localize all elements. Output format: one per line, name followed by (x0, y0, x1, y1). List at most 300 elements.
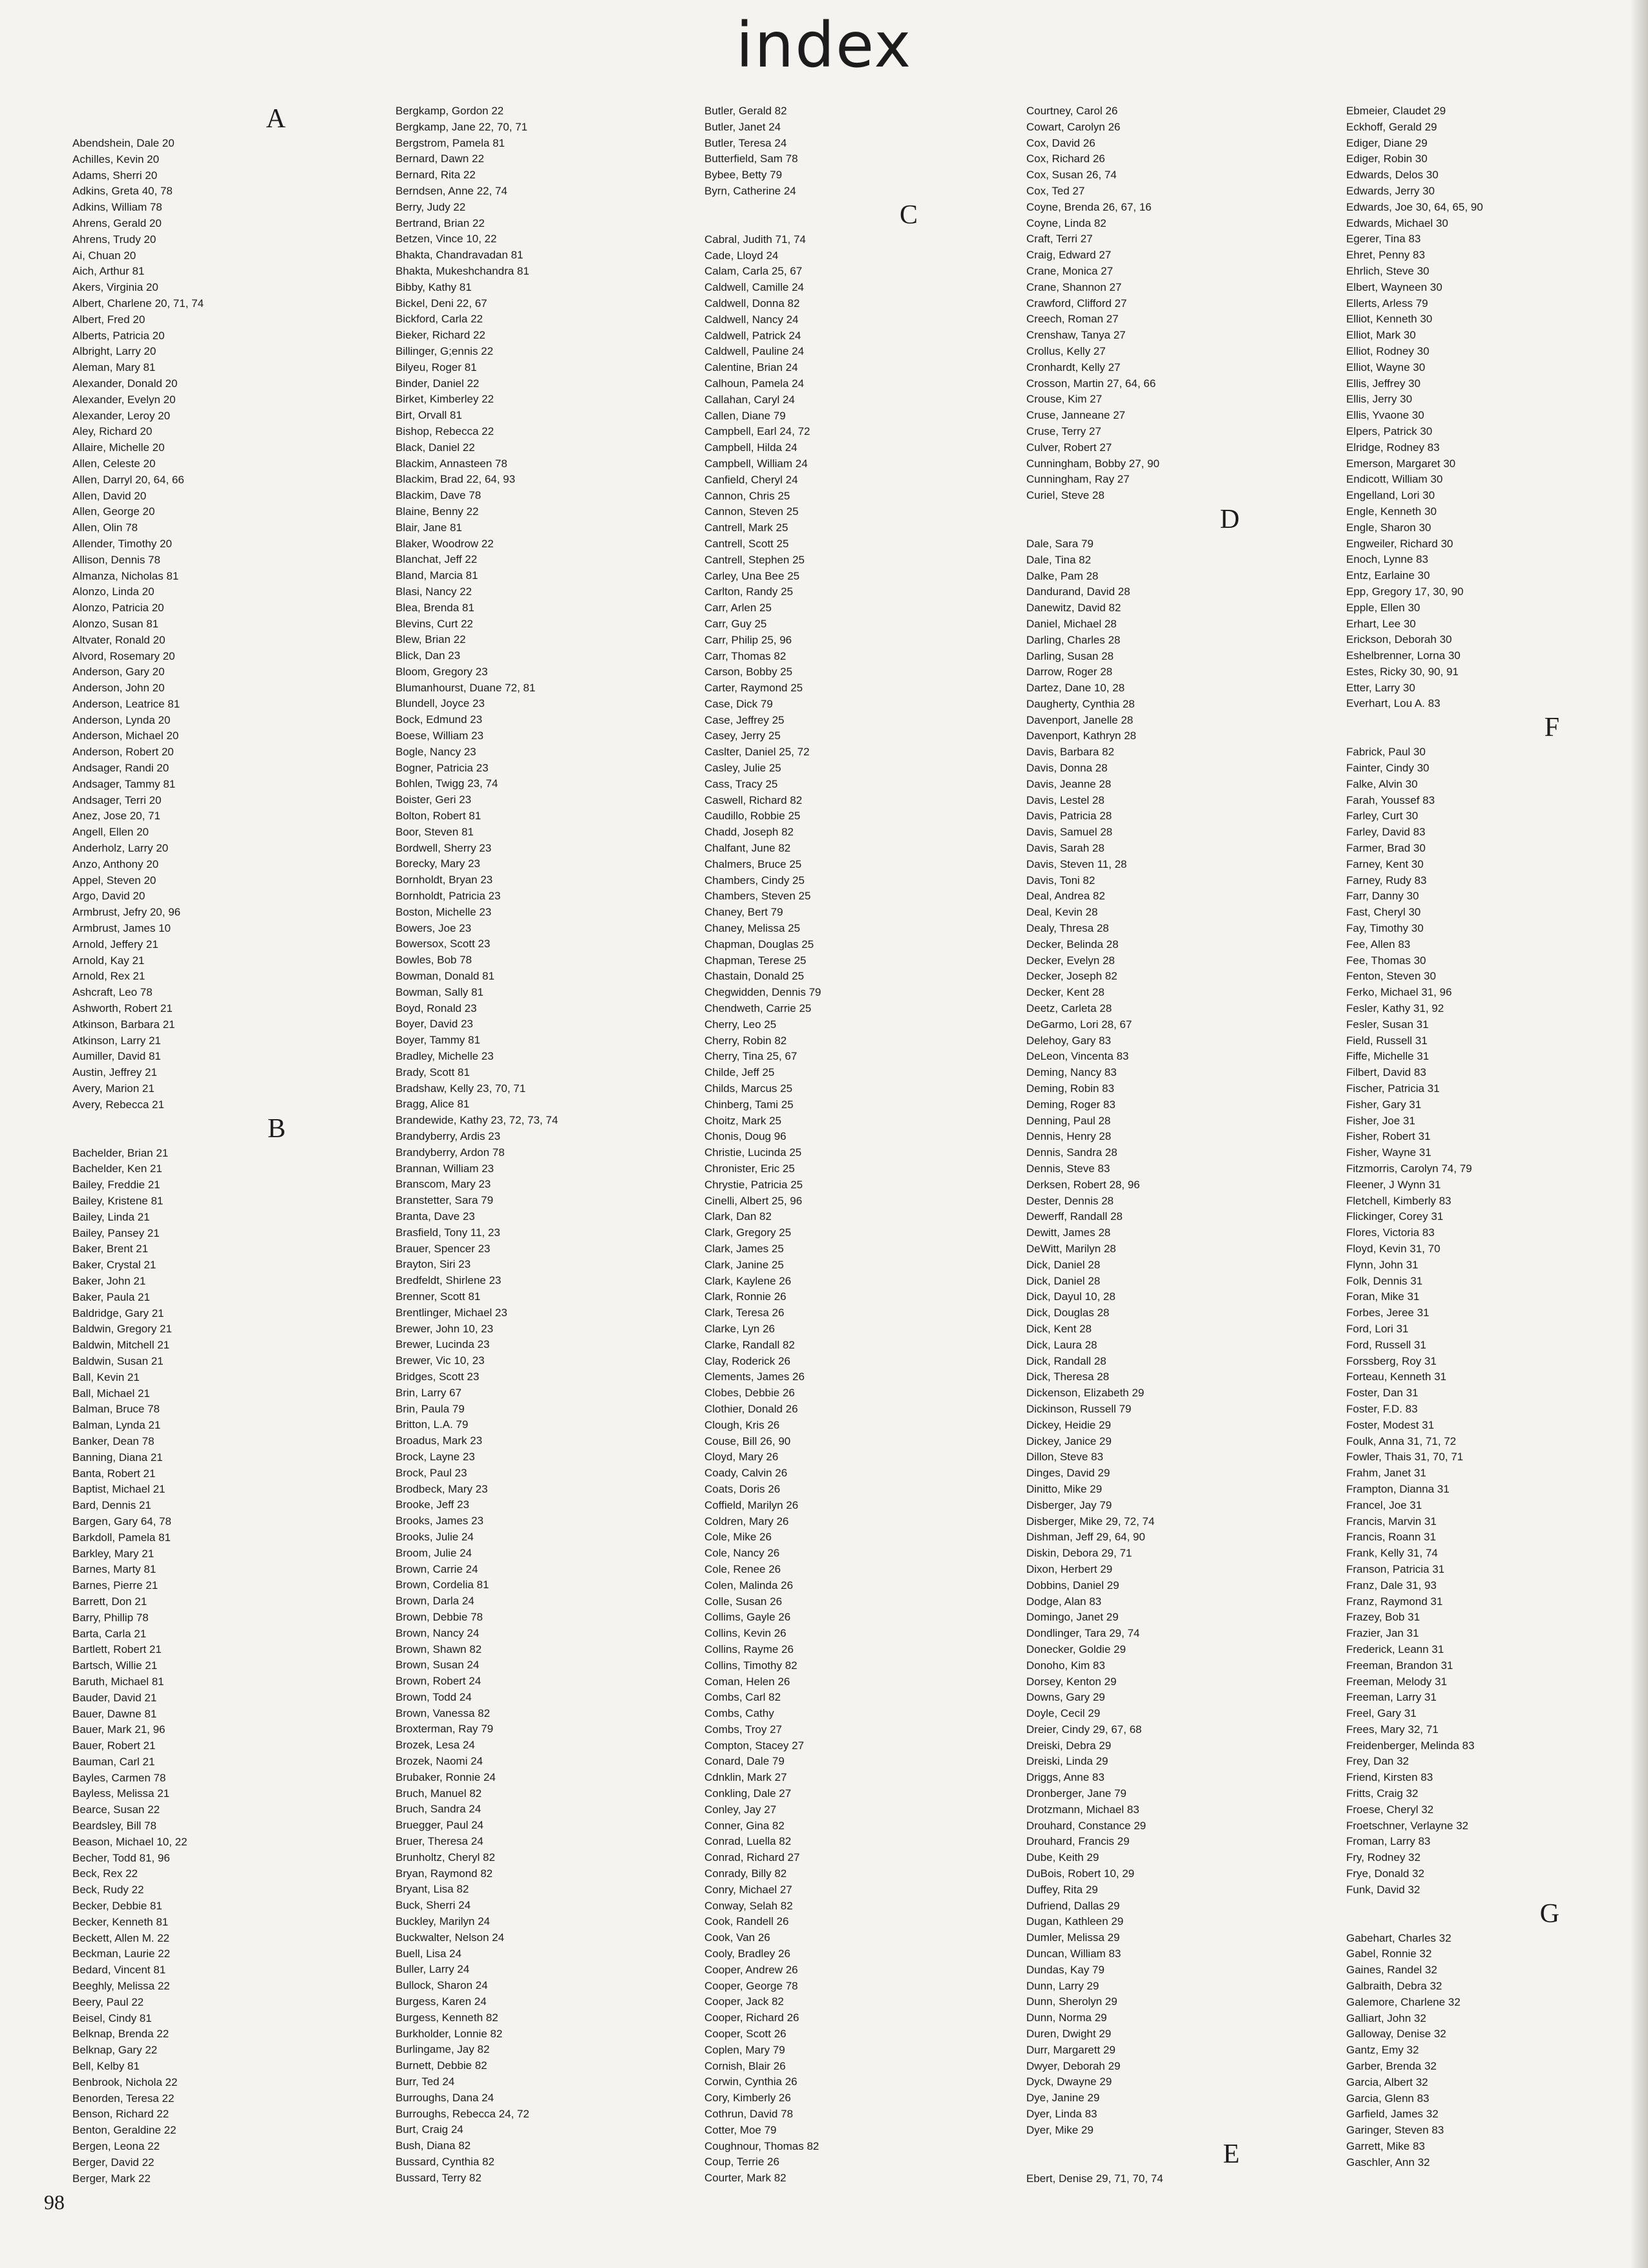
index-entry: Galliart, John 32 (1346, 2011, 1426, 2024)
index-entry: Dishman, Jeff 29, 64, 90 (1026, 1531, 1145, 1544)
index-entry: Blackim, Brad 22, 64, 93 (396, 473, 516, 486)
index-entry: Borecky, Mary 23 (396, 857, 481, 870)
index-entry: Conrad, Luella 82 (704, 1835, 792, 1848)
index-entry: Beck, Rex 22 (72, 1867, 138, 1880)
index-entry: Disberger, Mike 29, 72, 74 (1026, 1515, 1155, 1528)
index-entry: Dick, Kent 28 (1026, 1322, 1092, 1335)
index-entry: Alonzo, Patricia 20 (72, 602, 164, 614)
index-entry: Dewerff, Randall 28 (1026, 1210, 1123, 1223)
index-entry: Dyck, Dwayne 29 (1026, 2075, 1112, 2088)
index-entry: Barry, Phillip 78 (72, 1611, 149, 1624)
index-entry: Abendshein, Dale 20 (72, 137, 174, 149)
index-entry: Daugherty, Cynthia 28 (1026, 697, 1135, 710)
index-entry: Bibby, Kathy 81 (396, 280, 472, 293)
index-entry: Chinberg, Tami 25 (704, 1098, 794, 1111)
index-entry: Bard, Dennis 21 (72, 1499, 151, 1512)
index-entry: Darling, Susan 28 (1026, 649, 1114, 662)
index-entry: Dennis, Henry 28 (1026, 1130, 1112, 1143)
index-entry: Anzo, Anthony 20 (72, 857, 159, 870)
index-entry: Farney, Kent 30 (1346, 857, 1424, 870)
index-entry: Bowman, Donald 81 (396, 970, 495, 983)
index-entry: Dufriend, Dallas 29 (1026, 1899, 1120, 1912)
index-entry: Cory, Kimberly 26 (704, 2092, 791, 2105)
index-entry: Engelland, Lori 30 (1346, 489, 1435, 502)
index-entry: Caswell, Richard 82 (704, 793, 803, 806)
index-entry: Darrow, Roger 28 (1026, 666, 1113, 678)
index-entry: Gaschler, Ann 32 (1346, 2156, 1430, 2168)
index-entry: Dreier, Cindy 29, 67, 68 (1026, 1723, 1142, 1736)
index-entry: Chapman, Terese 25 (704, 954, 807, 967)
index-entry: Andsager, Randi 20 (72, 762, 169, 775)
index-entry: Conner, Gina 82 (704, 1819, 785, 1832)
index-entry: Courtney, Carol 26 (1026, 105, 1118, 117)
index-entry: Armbrust, Jefry 20, 96 (72, 906, 181, 919)
index-entry: Clements, James 26 (704, 1370, 805, 1383)
index-entry: Beckett, Allen M. 22 (72, 1931, 170, 1944)
index-entry: Berndsen, Anne 22, 74 (396, 184, 507, 197)
index-entry: Atkinson, Barbara 21 (72, 1018, 175, 1031)
index-entry: Argo, David 20 (72, 890, 145, 903)
index-entry: Bhakta, Mukeshchandra 81 (396, 264, 529, 277)
index-entry: Flynn, John 31 (1346, 1258, 1419, 1271)
index-entry: Anderson, Gary 20 (72, 666, 165, 678)
index-entry: Eckhoff, Gerald 29 (1346, 120, 1437, 133)
page-number: 98 (44, 2190, 65, 2214)
index-entry: Garcia, Albert 32 (1346, 2075, 1428, 2088)
index-entry: Carr, Thomas 82 (704, 649, 787, 662)
index-entry: Branstetter, Sara 79 (396, 1194, 494, 1207)
index-entry: Allen, George 20 (72, 505, 155, 518)
index-entry: Belknap, Brenda 22 (72, 2028, 169, 2041)
index-entry: Bussard, Terry 82 (396, 2171, 481, 2184)
index-entry: Brannan, William 23 (396, 1162, 494, 1175)
index-entry: Brooks, James 23 (396, 1515, 484, 1528)
index-entry: Eshelbrenner, Lorna 30 (1346, 649, 1461, 662)
index-entry: Cannon, Chris 25 (704, 489, 790, 502)
index-entry: Dale, Tina 82 (1026, 553, 1092, 566)
index-entry: Galloway, Denise 32 (1346, 2028, 1446, 2041)
index-section (72, 106, 370, 1113)
index-entry: Fee, Allen 83 (1346, 938, 1411, 950)
index-entry: Anderson, John 20 (72, 682, 165, 695)
index-entry: Cox, Ted 27 (1026, 184, 1085, 197)
index-entry: Arnold, Jeffery 21 (72, 938, 158, 950)
index-entry: Delehoy, Gary 83 (1026, 1034, 1112, 1047)
index-entry: Avery, Marion 21 (72, 1082, 154, 1095)
index-entry: Freeman, Larry 31 (1346, 1691, 1437, 1704)
index-column-3 (704, 103, 1002, 2187)
index-entry: Coyne, Linda 82 (1026, 216, 1106, 229)
index-entry: Engweiler, Richard 30 (1346, 537, 1453, 550)
index-entry: Bloom, Gregory 23 (396, 665, 488, 678)
index-entry: Bock, Edmund 23 (396, 713, 483, 726)
index-entry: Chronister, Eric 25 (704, 1162, 795, 1175)
index-entry: Carr, Arlen 25 (704, 602, 772, 614)
index-entry: Elbert, Wayneen 30 (1346, 280, 1442, 293)
index-entry: Dyer, Linda 83 (1026, 2108, 1097, 2121)
index-entry: Brasfield, Tony 11, 23 (396, 1226, 500, 1239)
index-entry: Frampton, Dianna 31 (1346, 1482, 1450, 1495)
index-entry: Boyer, David 23 (396, 1018, 474, 1031)
index-entry: Blick, Dan 23 (396, 649, 461, 662)
index-entry: Butterfield, Sam 78 (704, 152, 798, 165)
index-entry: Domingo, Janet 29 (1026, 1611, 1119, 1624)
index-entry: Barnes, Marty 81 (72, 1563, 156, 1576)
index-entry-list (1026, 103, 1324, 504)
index-entry: Brown, Susan 24 (396, 1659, 480, 1672)
index-entry: Casey, Jerry 25 (704, 730, 781, 742)
index-entry: Flores, Victoria 83 (1346, 1226, 1435, 1239)
index-entry: Fletchell, Kimberly 83 (1346, 1194, 1452, 1207)
index-entry: Clark, Ronnie 26 (704, 1290, 787, 1303)
index-entry: Brown, Darla 24 (396, 1595, 474, 1608)
index-entry: Elliot, Rodney 30 (1346, 344, 1430, 357)
index-entry: Burnett, Debbie 82 (396, 2059, 487, 2072)
index-entry: Alexander, Donald 20 (72, 377, 178, 390)
index-entry: Broom, Julie 24 (396, 1546, 472, 1559)
index-entry: Duffey, Rita 29 (1026, 1883, 1098, 1896)
index-entry: Burroughs, Dana 24 (396, 2091, 494, 2104)
section-letter: A (266, 104, 286, 134)
index-entry: Foulk, Anna 31, 71, 72 (1346, 1434, 1457, 1447)
index-entry: Buckwalter, Nelson 24 (396, 1931, 505, 1944)
index-entry: Dick, Daniel 28 (1026, 1258, 1101, 1271)
index-entry: Baker, John 21 (72, 1274, 146, 1287)
index-entry: Deetz, Carleta 28 (1026, 1002, 1112, 1015)
index-entry: Dartez, Dane 10, 28 (1026, 682, 1125, 695)
index-entry: Buckley, Marilyn 24 (396, 1915, 491, 1928)
index-column-2 (396, 103, 693, 2187)
index-column-4 (1026, 103, 1324, 2187)
index-entry: Choitz, Mark 25 (704, 1114, 782, 1127)
index-entry: Clark, Kaylene 26 (704, 1274, 792, 1287)
index-entry: Childe, Jeff 25 (704, 1066, 775, 1079)
index-entry: Fisher, Wayne 31 (1346, 1146, 1431, 1159)
index-entry: Crosson, Martin 27, 64, 66 (1026, 377, 1156, 390)
index-entry: Bilyeu, Roger 81 (396, 361, 477, 373)
index-entry: Dillon, Steve 83 (1026, 1451, 1104, 1464)
index-entry: Childs, Marcus 25 (704, 1082, 793, 1095)
index-entry: Dinges, David 29 (1026, 1467, 1110, 1480)
index-entry: Beeghly, Melissa 22 (72, 1980, 170, 1993)
index-entry: Blair, Jane 81 (396, 521, 463, 534)
index-entry: Ebmeier, Claudet 29 (1346, 105, 1446, 117)
index-entry: Friend, Kirsten 83 (1346, 1771, 1433, 1784)
index-entry: Chadd, Joseph 82 (704, 826, 794, 839)
index-entry: Fritts, Craig 32 (1346, 1787, 1419, 1800)
index-entry: Farney, Rudy 83 (1346, 874, 1427, 887)
index-entry: Bergen, Leona 22 (72, 2140, 160, 2153)
index-entry: Flickinger, Corey 31 (1346, 1210, 1444, 1223)
index-entry: Beisel, Cindy 81 (72, 2011, 152, 2024)
index-entry: Cooper, Scott 26 (704, 2028, 787, 2041)
index-entry: Blaine, Benny 22 (396, 505, 479, 518)
index-entry: Estes, Ricky 30, 90, 91 (1346, 665, 1459, 678)
index-entry: Branta, Dave 23 (396, 1210, 475, 1223)
index-entry: Francis, Marvin 31 (1346, 1515, 1437, 1528)
index-entry: Allen, Celeste 20 (72, 457, 156, 470)
index-entry: Conrad, Richard 27 (704, 1851, 800, 1864)
index-entry: Bryan, Raymond 82 (396, 1867, 493, 1880)
index-entry: Cooper, Richard 26 (704, 2011, 799, 2024)
index-entry: Chambers, Cindy 25 (704, 874, 805, 887)
index-entry: Cantrell, Mark 25 (704, 521, 788, 534)
index-entry: Clark, Dan 82 (704, 1210, 772, 1223)
index-entry: Dale, Sara 79 (1026, 537, 1093, 550)
index-entry: Brubaker, Ronnie 24 (396, 1770, 496, 1783)
index-entry: Benbrook, Nichola 22 (72, 2075, 178, 2088)
index-entry: Bordwell, Sherry 23 (396, 841, 492, 854)
index-entry: Foran, Mike 31 (1346, 1290, 1420, 1303)
index-entry: Clay, Roderick 26 (704, 1354, 790, 1367)
index-entry: Fry, Rodney 32 (1346, 1851, 1421, 1864)
index-entry: Fenton, Steven 30 (1346, 970, 1436, 983)
index-entry: Dronberger, Jane 79 (1026, 1787, 1126, 1800)
index-entry: Foster, Dan 31 (1346, 1387, 1419, 1400)
index-section (704, 103, 1002, 200)
index-entry: Allaire, Michelle 20 (72, 441, 165, 454)
index-section (1026, 2141, 1324, 2187)
index-entry: Dobbins, Daniel 29 (1026, 1579, 1119, 1591)
index-entry: Combs, Cathy (704, 1707, 774, 1720)
index-entry: Denning, Paul 28 (1026, 1114, 1111, 1127)
index-entry: Elridge, Rodney 83 (1346, 441, 1440, 454)
index-entry: Fay, Timothy 30 (1346, 922, 1424, 935)
index-entry: Conkling, Dale 27 (704, 1787, 792, 1800)
index-entry: Brady, Scott 81 (396, 1066, 470, 1078)
index-entry: Coman, Helen 26 (704, 1675, 790, 1688)
index-entry: Bullock, Sharon 24 (396, 1979, 488, 1992)
index-section (1026, 504, 1324, 2139)
index-entry: Dube, Keith 29 (1026, 1851, 1099, 1864)
index-entry: Burkholder, Lonnie 82 (396, 2027, 503, 2040)
index-entry: Everhart, Lou A. 83 (1346, 697, 1441, 710)
index-entry: Bhakta, Chandravadan 81 (396, 249, 523, 262)
index-entry: Fitzmorris, Carolyn 74, 79 (1346, 1162, 1472, 1175)
index-entry: Blew, Brian 22 (396, 633, 466, 646)
index-entry: Butler, Gerald 82 (704, 105, 787, 117)
index-entry: Bedard, Vincent 81 (72, 1964, 166, 1977)
index-entry: Bornholdt, Bryan 23 (396, 874, 493, 887)
index-entry: Ahrens, Trudy 20 (72, 233, 156, 246)
index-entry: Almanza, Nicholas 81 (72, 569, 179, 582)
section-letter: D (1220, 504, 1240, 534)
index-entry: Bowers, Joe 23 (396, 921, 472, 934)
index-entry: Clark, Janine 25 (704, 1258, 784, 1271)
index-entry: Daniel, Michael 28 (1026, 617, 1117, 630)
index-entry: Dickey, Heidie 29 (1026, 1418, 1112, 1431)
index-entry: Cherry, Tina 25, 67 (704, 1050, 798, 1063)
index-entry: Epple, Ellen 30 (1346, 601, 1421, 614)
index-entry: Dickenson, Elizabeth 29 (1026, 1387, 1145, 1400)
index-entry: Baldwin, Gregory 21 (72, 1323, 173, 1336)
index-entry: Bogle, Nancy 23 (396, 745, 476, 758)
index-entry: Edwards, Jerry 30 (1346, 184, 1435, 197)
index-entry: Bornholdt, Patricia 23 (396, 890, 501, 903)
index-entry: Disberger, Jay 79 (1026, 1498, 1112, 1511)
index-entry: Dick, Laura 28 (1026, 1338, 1097, 1351)
index-entry-list (72, 136, 370, 1113)
index-entry: Ford, Lori 31 (1346, 1322, 1409, 1335)
index-entry: Bernard, Dawn 22 (396, 152, 485, 165)
index-entry: Dick, Dayul 10, 28 (1026, 1290, 1115, 1303)
index-entry: Benton, Geraldine 22 (72, 2124, 176, 2137)
index-entry: Anderson, Robert 20 (72, 746, 174, 759)
index-entry: Baker, Paula 21 (72, 1290, 151, 1303)
index-entry: Altvater, Ronald 20 (72, 633, 165, 646)
index-entry: Filbert, David 83 (1346, 1066, 1426, 1079)
index-entry: Berger, David 22 (72, 2156, 154, 2168)
index-entry: Carter, Raymond 25 (704, 682, 803, 695)
index-entry: Freeman, Brandon 31 (1346, 1659, 1453, 1672)
index-entry: Edwards, Joe 30, 64, 65, 90 (1346, 200, 1483, 213)
index-entry: Barrett, Don 21 (72, 1595, 147, 1608)
index-entry: Colen, Malinda 26 (704, 1579, 794, 1591)
index-entry: Cruse, Terry 27 (1026, 425, 1101, 437)
index-entry: Conway, Selah 82 (704, 1899, 793, 1912)
index-entry: Cass, Tracy 25 (704, 777, 778, 790)
index-entry: Chambers, Steven 25 (704, 890, 811, 903)
index-entry: Brauer, Spencer 23 (396, 1242, 491, 1255)
index-entry: Burgess, Karen 24 (396, 1995, 487, 2008)
index-entry: Ehrlich, Steve 30 (1346, 264, 1430, 277)
index-entry: Bybee, Betty 79 (704, 169, 783, 182)
index-entry: Cook, Van 26 (704, 1931, 770, 1944)
index-entry: Davis, Steven 11, 28 (1026, 857, 1127, 870)
index-entry: Broadus, Mark 23 (396, 1434, 483, 1447)
index-entry: Curiel, Steve 28 (1026, 489, 1104, 502)
index-entry: Birket, Kimberley 22 (396, 393, 494, 406)
index-entry: Farley, David 83 (1346, 826, 1426, 839)
index-entry: Chaney, Bert 79 (704, 906, 783, 919)
index-entry: Brooks, Julie 24 (396, 1530, 474, 1543)
index-entry: Colle, Susan 26 (704, 1595, 783, 1608)
index-entry: Bachelder, Ken 21 (72, 1162, 162, 1175)
section-letter: E (1223, 2139, 1240, 2169)
index-section (396, 103, 693, 2187)
index-entry: Dealy, Thresa 28 (1026, 922, 1109, 935)
index-entry: Decker, Joseph 82 (1026, 970, 1117, 983)
index-entry: Campbell, William 24 (704, 457, 808, 470)
index-entry: Coyne, Brenda 26, 67, 16 (1026, 200, 1152, 213)
index-entry: Bowles, Bob 78 (396, 954, 472, 967)
index-entry: Cabral, Judith 71, 74 (704, 233, 806, 246)
index-entry: Belknap, Gary 22 (72, 2044, 158, 2057)
index-entry: Bailey, Linda 21 (72, 1210, 150, 1223)
index-entry: Ellis, Yvaone 30 (1346, 409, 1424, 422)
index-entry: Bauer, Mark 21, 96 (72, 1723, 165, 1736)
index-entry: Davis, Lestel 28 (1026, 793, 1104, 806)
index-entry: Cox, David 26 (1026, 136, 1095, 149)
index-entry: Becker, Kenneth 81 (72, 1915, 169, 1928)
index-entry: Francel, Joe 31 (1346, 1498, 1422, 1511)
index-entry: Cox, Susan 26, 74 (1026, 169, 1117, 182)
index-entry: Boor, Steven 81 (396, 825, 474, 838)
index-entry: Bauer, Dawne 81 (72, 1707, 157, 1720)
index-entry: Fast, Cheryl 30 (1346, 906, 1421, 919)
index-entry: Branscom, Mary 23 (396, 1178, 491, 1191)
index-entry: Fiffe, Michelle 31 (1346, 1050, 1430, 1063)
index-entry: Dick, Theresa 28 (1026, 1370, 1110, 1383)
index-entry: Baruth, Michael 81 (72, 1675, 164, 1688)
index-entry: Cloyd, Mary 26 (704, 1451, 779, 1464)
index-entry: Chrystie, Patricia 25 (704, 1178, 803, 1191)
index-entry: Fleener, J Wynn 31 (1346, 1178, 1441, 1191)
index-entry: Cruse, Janneane 27 (1026, 409, 1126, 422)
index-entry: Elliot, Wayne 30 (1346, 361, 1426, 373)
index-entry: Dunn, Norma 29 (1026, 2011, 1107, 2024)
index-entry: Ferko, Michael 31, 96 (1346, 986, 1452, 999)
index-entry: Casley, Julie 25 (704, 762, 781, 775)
index-entry: Dondlinger, Tara 29, 74 (1026, 1627, 1140, 1640)
index-entry: Bartlett, Robert 21 (72, 1643, 162, 1656)
index-entry: Emerson, Margaret 30 (1346, 457, 1456, 470)
index-entry: Chendweth, Carrie 25 (704, 1002, 812, 1015)
index-entry: Crawford, Clifford 27 (1026, 297, 1127, 310)
index-entry: Cunningham, Ray 27 (1026, 473, 1130, 486)
index-entry: Caldwell, Pauline 24 (704, 345, 805, 358)
index-entry: Fisher, Gary 31 (1346, 1098, 1422, 1111)
index-entry: Albert, Charlene 20, 71, 74 (72, 297, 204, 310)
index-entry: Bowman, Sally 81 (396, 985, 484, 998)
index-entry: Burt, Craig 24 (396, 2123, 463, 2136)
index-entry: Coldren, Mary 26 (704, 1515, 789, 1528)
index-entry: Frey, Dan 32 (1346, 1755, 1410, 1768)
index-entry: Cherry, Leo 25 (704, 1018, 777, 1031)
index-entry: Bailey, Freddie 21 (72, 1179, 160, 1192)
index-entry: Bland, Marcia 81 (396, 569, 478, 582)
index-entry: Bernard, Rita 22 (396, 169, 476, 182)
index-entry: Cinelli, Albert 25, 96 (704, 1194, 803, 1207)
index-entry: Dreiski, Linda 29 (1026, 1755, 1108, 1768)
index-entry: Blaker, Woodrow 22 (396, 537, 494, 550)
index-entry: Duren, Dwight 29 (1026, 2028, 1112, 2041)
index-entry: Bailey, Pansey 21 (72, 1226, 160, 1239)
index-entry: Drouhard, Constance 29 (1026, 1819, 1146, 1832)
index-entry: Bachelder, Brian 21 (72, 1146, 169, 1159)
index-entry: Davenport, Kathryn 28 (1026, 730, 1137, 742)
index-entry: Clarke, Randall 82 (704, 1338, 795, 1351)
index-entry: Buller, Larry 24 (396, 1963, 470, 1976)
index-entry: Bogner, Patricia 23 (396, 761, 489, 774)
index-entry: Dreiski, Debra 29 (1026, 1739, 1112, 1752)
index-entry: Dalke, Pam 28 (1026, 569, 1099, 582)
index-entry: Collims, Gayle 26 (704, 1611, 791, 1624)
index-entry: Davis, Jeanne 28 (1026, 777, 1112, 790)
index-entry: Butler, Teresa 24 (704, 136, 787, 149)
index-entry: Chegwidden, Dennis 79 (704, 986, 821, 999)
index-entry: Farr, Danny 30 (1346, 890, 1419, 903)
index-entry: Davis, Sarah 28 (1026, 842, 1104, 855)
index-entry: Ehret, Penny 83 (1346, 249, 1425, 262)
index-entry: Frederick, Leann 31 (1346, 1643, 1444, 1655)
index-entry: Dinitto, Mike 29 (1026, 1482, 1103, 1495)
index-entry: Brozek, Naomi 24 (396, 1755, 483, 1768)
index-entry: Brown, Robert 24 (396, 1675, 481, 1688)
index-entry: DeWitt, Marilyn 28 (1026, 1242, 1116, 1255)
index-entry: Ellerts, Arless 79 (1346, 297, 1428, 310)
index-entry: Aumiller, David 81 (72, 1050, 162, 1063)
index-entry: Barnes, Pierre 21 (72, 1579, 158, 1592)
index-entry: Fischer, Patricia 31 (1346, 1082, 1440, 1095)
index-entry: Alexander, Leroy 20 (72, 409, 171, 422)
index-entry: Frees, Mary 32, 71 (1346, 1723, 1439, 1736)
index-entry: Cole, Nancy 26 (704, 1547, 780, 1560)
index-entry: Armbrust, James 10 (72, 922, 171, 935)
index-entry: Dixon, Herbert 29 (1026, 1562, 1113, 1575)
index-entry: Coats, Doris 26 (704, 1482, 781, 1495)
index-entry: Baptist, Michael 21 (72, 1483, 165, 1496)
